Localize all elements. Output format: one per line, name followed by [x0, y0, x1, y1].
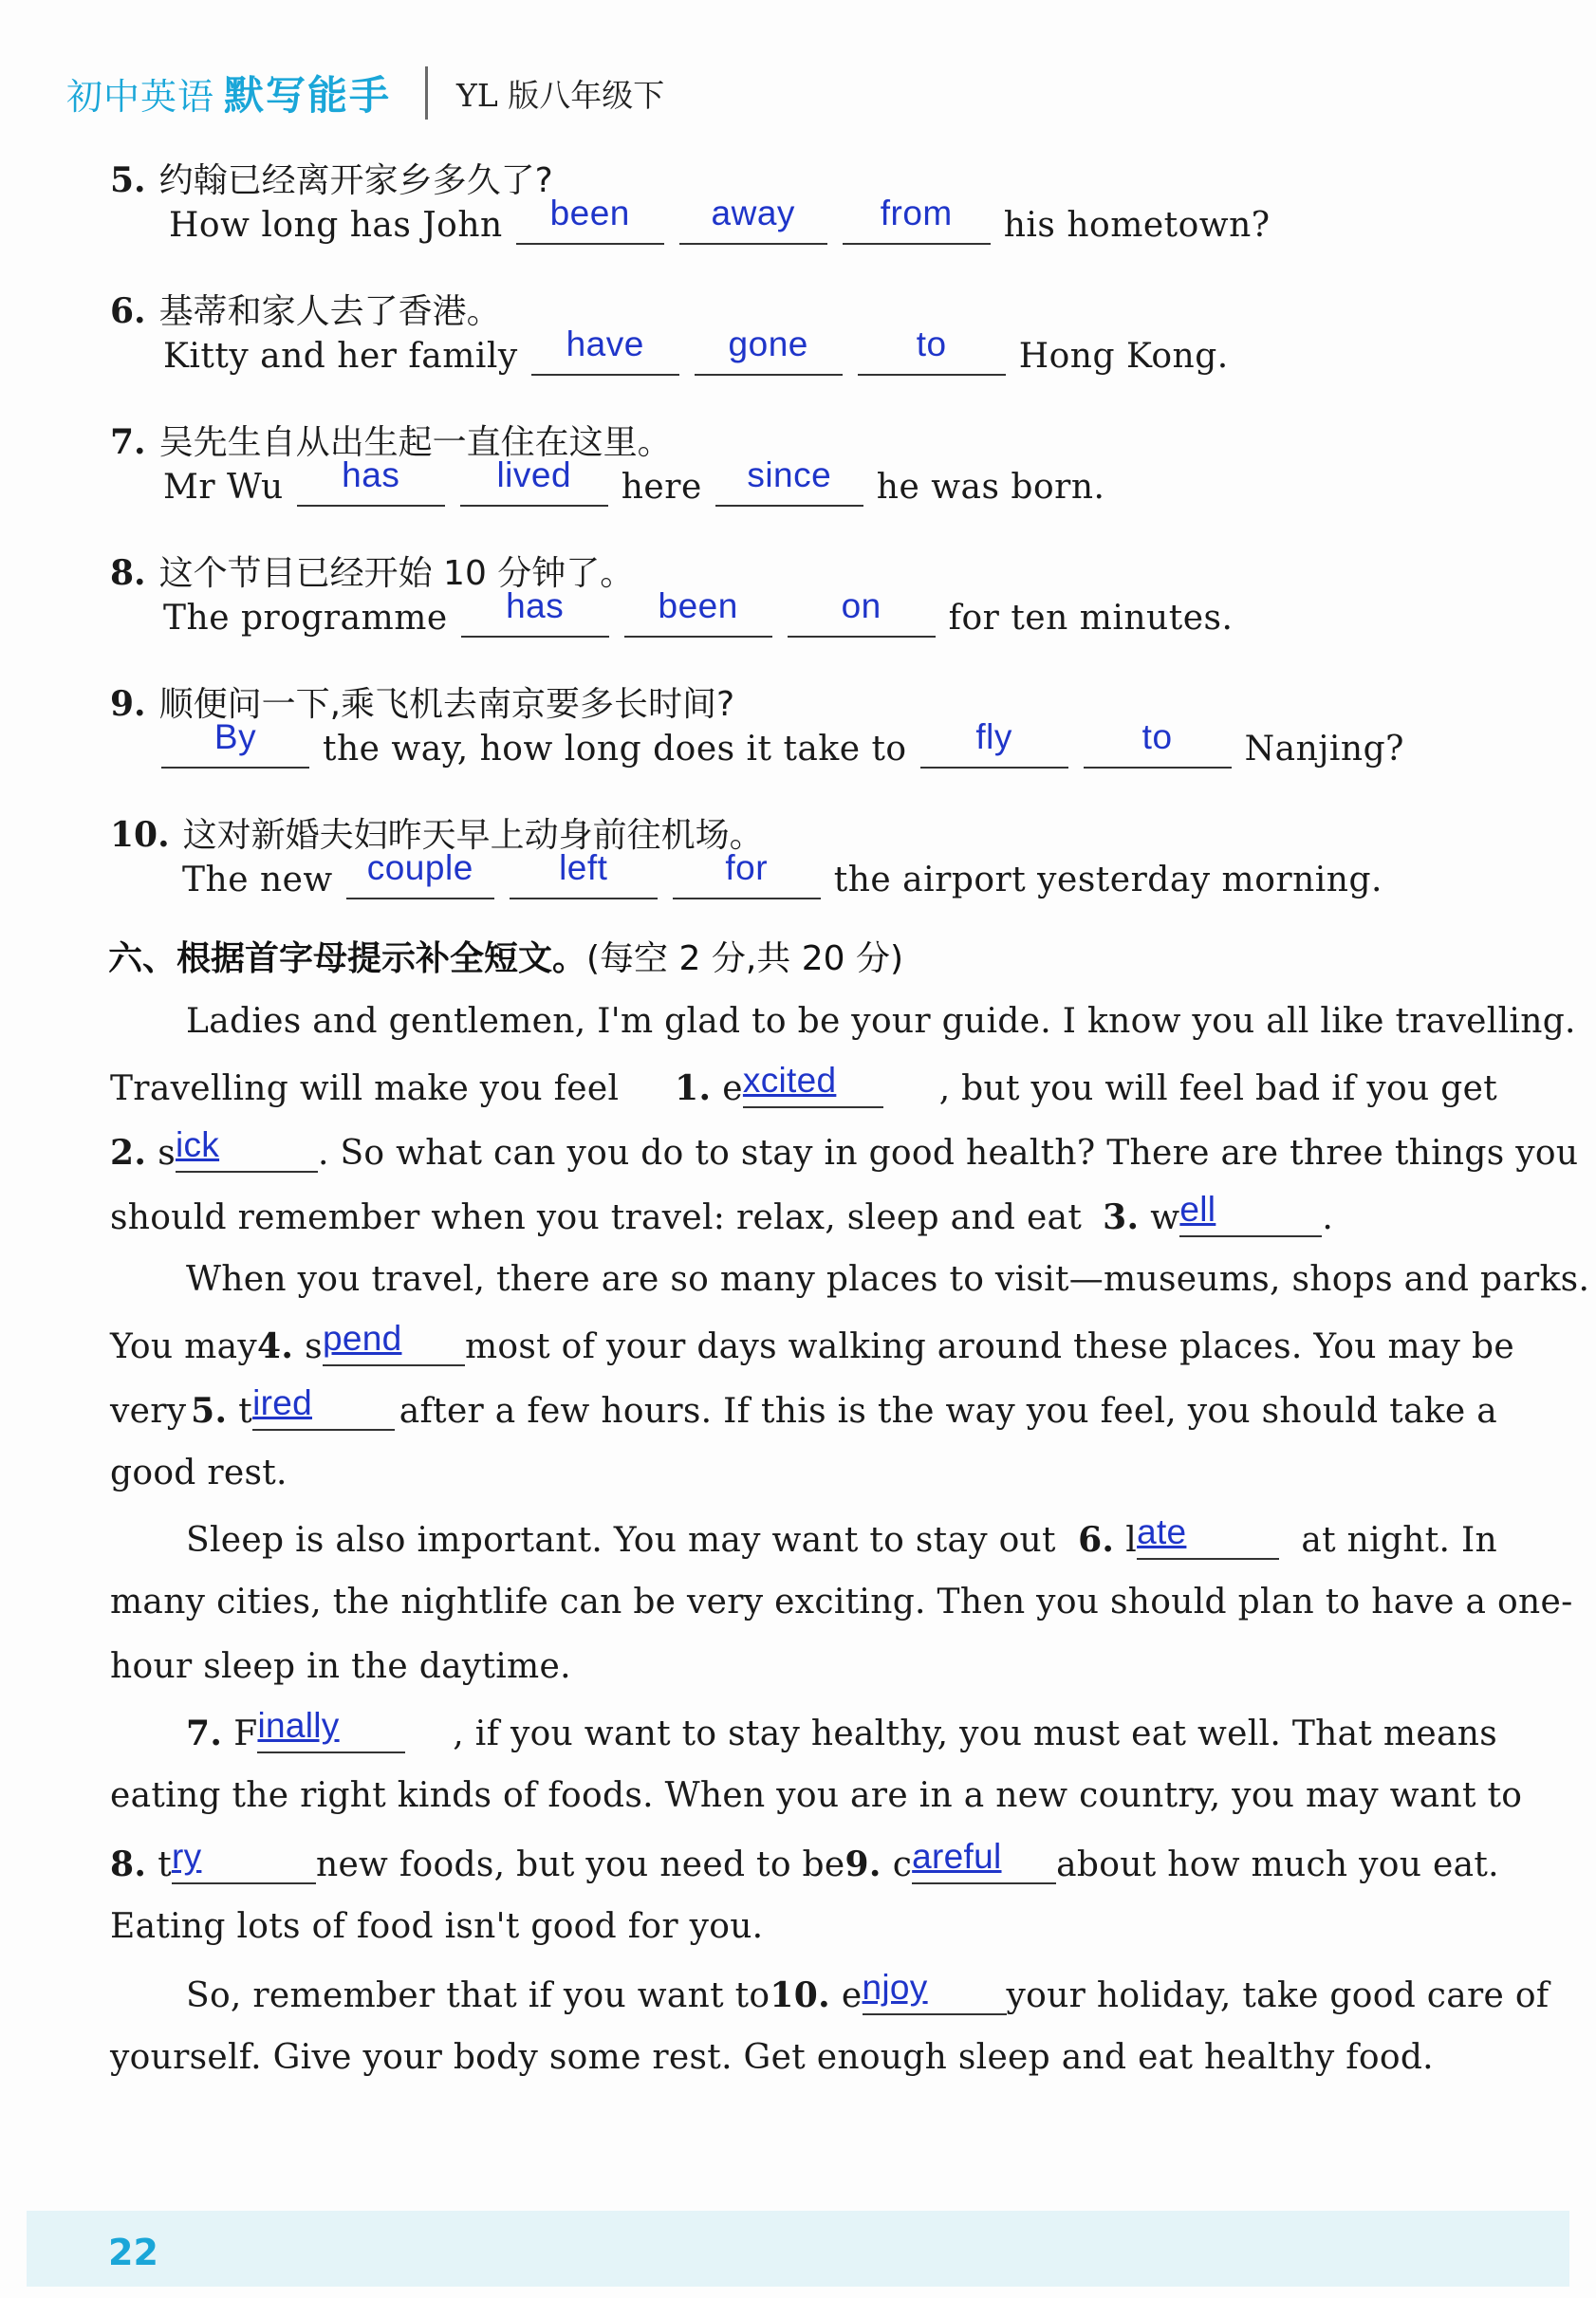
- answer-text: been: [549, 194, 630, 232]
- answer-blank[interactable]: [510, 848, 658, 899]
- question-number: 8.: [110, 553, 146, 593]
- answer-blank[interactable]: [858, 324, 1006, 376]
- blank-number: 8.: [110, 1844, 147, 1884]
- answer-text: ired: [252, 1383, 312, 1422]
- blank-number: 9.: [844, 1844, 882, 1884]
- passage-text: at night. In: [1301, 1521, 1497, 1560]
- answer-text: ry: [171, 1837, 202, 1876]
- answer-text: has: [506, 586, 565, 625]
- answer-blank[interactable]: [461, 586, 609, 638]
- blank-number: 5.: [191, 1391, 228, 1431]
- footer-band: [27, 2211, 1569, 2287]
- passage-text: eating the right kinds of foods. When you are in a new country, you may want to: [110, 1776, 1523, 1815]
- passage-text: hour sleep in the daytime.: [110, 1647, 571, 1686]
- question-5-english: [163, 194, 1276, 245]
- passage-text: very: [110, 1392, 187, 1431]
- question-6-chinese: [110, 285, 501, 333]
- blank-initial: w: [1150, 1198, 1180, 1237]
- blank-initial: s: [158, 1134, 176, 1173]
- passage-line: [110, 1190, 1497, 1237]
- passage-text: after a few hours. If this is the way you feel, you should take a: [399, 1392, 1497, 1431]
- blank-initial: e: [841, 1976, 863, 2015]
- sentence-prefix: Kitty and her family: [163, 337, 518, 376]
- section-score-note: (每空 2 分,共 20 分): [586, 939, 904, 978]
- answer-blank[interactable]: [715, 455, 863, 507]
- passage-text: , but you will feel bad if you get: [938, 1069, 1497, 1108]
- answer-blank[interactable]: [460, 455, 608, 507]
- passage-line: [186, 1968, 1550, 2015]
- question-9-english: [154, 717, 1410, 769]
- passage-line: [186, 1260, 1590, 1299]
- blank-number: 6.: [1078, 1520, 1115, 1560]
- passage-text: You may: [110, 1327, 257, 1366]
- passage-text: So, remember that if you want to: [186, 1976, 770, 2015]
- passage-line: [186, 1002, 1576, 1041]
- blank-initial: t: [158, 1845, 172, 1884]
- passage-text: .: [1322, 1198, 1334, 1237]
- answer-text: inally: [257, 1706, 340, 1745]
- answer-text: have: [566, 324, 644, 363]
- question-text: 这个节目已经开始 10 分钟了。: [158, 554, 635, 593]
- answer-text: njoy: [862, 1968, 928, 2007]
- passage-text: Eating lots of food isn't good for you.: [110, 1907, 764, 1946]
- edition-label: YL 版八年级下: [456, 76, 665, 114]
- answer-text: left: [559, 848, 608, 887]
- sentence-middle: here: [621, 468, 702, 507]
- sentence-middle: the way, how long does it take to: [323, 730, 907, 769]
- sentence-suffix: Hong Kong.: [1018, 337, 1229, 376]
- passage-line: [110, 1907, 1497, 1946]
- answer-text: By: [213, 717, 257, 756]
- passage-line: [110, 1837, 1499, 1884]
- answer-blank[interactable]: [843, 194, 991, 245]
- answer-text: gone: [728, 324, 808, 363]
- question-number: 5.: [110, 160, 146, 200]
- question-text: 顺便问一下,乘飞机去南京要多长时间?: [158, 685, 735, 724]
- answer-text: ell: [1179, 1190, 1216, 1229]
- blank-number: 2.: [110, 1133, 147, 1173]
- passage-blank-3[interactable]: [1103, 1190, 1322, 1237]
- passage-blank-10[interactable]: [770, 1968, 1006, 2015]
- blank-initial: F: [233, 1714, 258, 1753]
- series-title: 初中英语: [66, 75, 215, 118]
- answer-blank[interactable]: [679, 194, 827, 245]
- passage-text: many cities, the nightlife can be very exciting. Then you should plan to have a one-: [110, 1583, 1573, 1622]
- question-text: 基蒂和家人去了香港。: [158, 292, 501, 331]
- answer-text: away: [711, 194, 795, 232]
- sentence-suffix: Nanjing?: [1244, 730, 1404, 769]
- answer-text: lived: [496, 455, 572, 494]
- passage-text: new foods, but you need to be: [315, 1845, 845, 1884]
- answer-blank[interactable]: [920, 717, 1068, 769]
- passage-line: [186, 1512, 1497, 1560]
- blank-number: 1.: [675, 1068, 712, 1108]
- passage-text: When you travel, there are so many places to visit—museums, shops and parks.: [186, 1260, 1590, 1299]
- passage-text: about how much you eat.: [1056, 1845, 1499, 1884]
- blank-number: 4.: [256, 1326, 294, 1366]
- answer-text: ick: [175, 1125, 220, 1164]
- passage-blank-2[interactable]: [110, 1125, 318, 1173]
- question-10-english: [176, 848, 1388, 899]
- sentence-suffix: he was born.: [876, 468, 1105, 507]
- answer-text: xcited: [742, 1061, 837, 1100]
- sentence-suffix: his hometown?: [1003, 206, 1271, 245]
- answer-blank[interactable]: [161, 717, 309, 769]
- passage-line: [110, 1061, 1497, 1108]
- answer-text: fly: [975, 717, 1012, 756]
- sentence-prefix: The programme: [163, 599, 448, 638]
- header-divider: [425, 66, 428, 120]
- answer-blank[interactable]: [1084, 717, 1232, 769]
- passage-blank-9[interactable]: [844, 1837, 1057, 1884]
- answer-text: since: [747, 455, 832, 494]
- answer-text: ate: [1137, 1512, 1187, 1551]
- question-5-chinese: [110, 154, 553, 202]
- answer-text: has: [342, 455, 400, 494]
- answer-blank[interactable]: [346, 848, 494, 899]
- question-6-english: [158, 324, 1234, 376]
- passage-text: good rest.: [110, 1454, 288, 1492]
- passage-blank-5[interactable]: [191, 1383, 395, 1431]
- passage-line: [110, 1583, 1573, 1622]
- question-number: 9.: [110, 684, 146, 724]
- passage-line: [110, 1383, 1497, 1431]
- answer-text: to: [1141, 717, 1173, 756]
- passage-text: Ladies and gentlemen, I'm glad to be your guide. I know you all like travelling.: [186, 1002, 1576, 1041]
- passage-line: [110, 2038, 1497, 2077]
- question-text: 约翰已经离开家乡多久了?: [158, 161, 553, 200]
- answer-text: from: [880, 194, 953, 232]
- passage-line: [110, 1125, 1579, 1173]
- page-header: [66, 65, 664, 121]
- section-title: 六、根据首字母提示补全短文。: [108, 939, 587, 978]
- answer-text: couple: [366, 848, 473, 887]
- passage-text: most of your days walking around these places. You may be: [464, 1327, 1514, 1366]
- sentence-suffix: for ten minutes.: [948, 599, 1234, 638]
- passage-text: should remember when you travel: relax, sleep and eat: [110, 1198, 1083, 1237]
- passage-blank-6[interactable]: [1078, 1512, 1279, 1560]
- passage-line: [110, 1776, 1523, 1815]
- question-text: 这对新婚夫妇昨天早上动身前往机场。: [182, 816, 764, 855]
- passage-blank-7[interactable]: [186, 1706, 405, 1753]
- passage-text: yourself. Give your body some rest. Get enough sleep and eat healthy food.: [110, 2038, 1434, 2077]
- answer-text: been: [658, 586, 738, 625]
- answer-blank[interactable]: [531, 324, 679, 376]
- question-number: 10.: [110, 815, 170, 855]
- passage-line: [186, 1706, 1497, 1753]
- passage-text: your holiday, take good care of: [1006, 1976, 1550, 2015]
- brand-title: 默写能手: [224, 72, 392, 119]
- passage-blank-8[interactable]: [110, 1837, 316, 1884]
- question-8-english: [158, 586, 1238, 638]
- answer-blank[interactable]: [516, 194, 664, 245]
- answer-text: to: [916, 324, 947, 363]
- sentence-prefix: How long has John: [169, 206, 503, 245]
- blank-initial: l: [1125, 1521, 1138, 1560]
- blank-number: 10.: [770, 1975, 830, 2015]
- passage-line: [110, 1647, 1497, 1686]
- blank-initial: e: [722, 1069, 743, 1108]
- sentence-prefix: The new: [182, 861, 333, 899]
- blank-initial: t: [238, 1392, 253, 1431]
- passage-text: Travelling will make you feel: [110, 1069, 620, 1108]
- answer-blank[interactable]: [624, 586, 772, 638]
- passage-text: . So what can you do to stay in good health? There are three things you: [317, 1134, 1579, 1173]
- answer-text: on: [841, 586, 882, 625]
- question-number: 6.: [110, 291, 146, 331]
- answer-text: for: [725, 848, 769, 887]
- question-7-english: [158, 455, 1110, 507]
- passage-blank-1[interactable]: [675, 1061, 883, 1108]
- passage-line: [110, 1454, 1497, 1492]
- blank-number: 7.: [186, 1714, 223, 1753]
- blank-initial: c: [892, 1845, 913, 1884]
- passage-blank-4[interactable]: [256, 1319, 465, 1366]
- passage-line: [110, 1319, 1514, 1366]
- answer-blank[interactable]: [695, 324, 843, 376]
- blank-number: 3.: [1103, 1197, 1140, 1237]
- blank-initial: s: [305, 1327, 323, 1366]
- passage-text: , if you want to stay healthy, you must eat well. That means: [453, 1714, 1497, 1753]
- answer-blank[interactable]: [297, 455, 445, 507]
- section-heading: [108, 932, 903, 980]
- question-text: 吴先生自从出生起一直住在这里。: [158, 423, 672, 462]
- sentence-prefix: Mr Wu: [163, 468, 284, 507]
- sentence-suffix: the airport yesterday morning.: [833, 861, 1383, 899]
- answer-blank[interactable]: [673, 848, 821, 899]
- page-number: 22: [108, 2232, 158, 2273]
- passage-text: Sleep is also important. You may want to stay out: [186, 1521, 1056, 1560]
- answer-text: pend: [322, 1319, 402, 1358]
- question-number: 7.: [110, 422, 146, 462]
- answer-text: areful: [912, 1837, 1002, 1876]
- answer-blank[interactable]: [788, 586, 936, 638]
